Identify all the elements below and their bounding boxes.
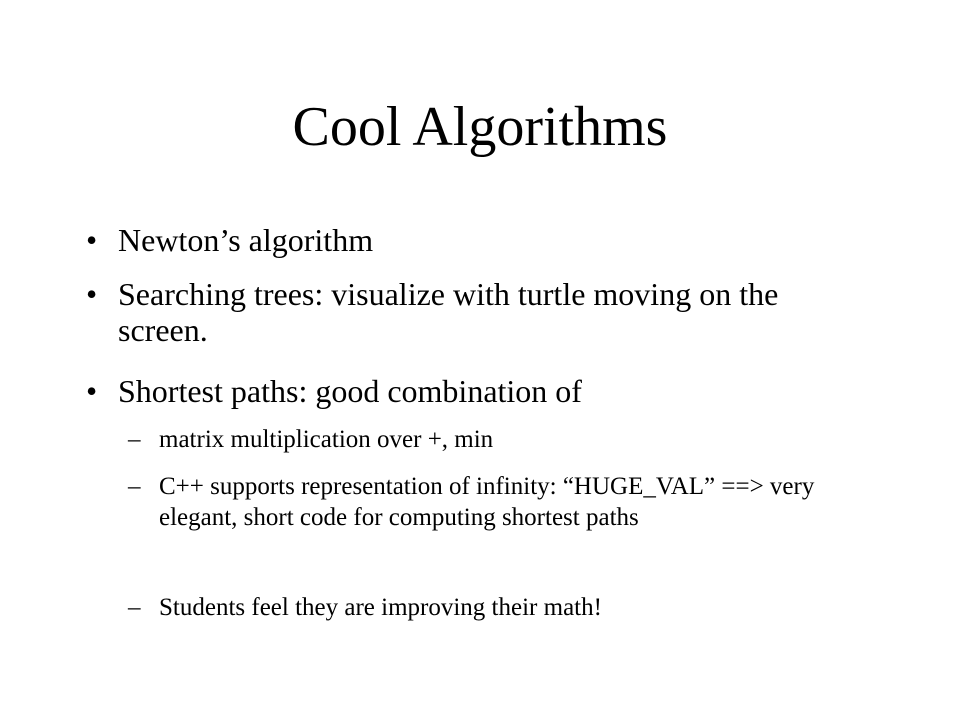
bullet-marker: •: [86, 276, 98, 312]
bullet-marker: •: [86, 222, 98, 258]
bullet-item-searching-trees: [86, 276, 858, 348]
sub-bullet-text: Students feel they are improving their math!: [159, 594, 602, 621]
bullet-text: Newton’s algorithm: [118, 222, 374, 258]
sub-bullet-marker: –: [128, 473, 141, 500]
bullet-text: Shortest paths: good combination of: [118, 373, 582, 409]
sub-bullet-item-cpp-infinity: [128, 471, 859, 533]
bullet-item-shortest-paths: [86, 373, 858, 409]
sub-bullet-item-students: [128, 592, 859, 623]
bullet-text: Searching trees: visualize with turtle moving on the screen.: [118, 276, 779, 348]
sub-bullet-marker: –: [128, 426, 141, 453]
sub-bullet-text: matrix multiplication over +, min: [159, 426, 494, 453]
slide-title: Cool Algorithms: [292, 96, 668, 158]
sub-bullet-marker: –: [128, 594, 141, 621]
sub-bullet-item-matrix: [128, 424, 859, 455]
bullet-marker: •: [86, 373, 98, 409]
sub-bullet-text: C++ supports representation of infinity: “HUGE_VAL” ==> very elegant, short code for computing shortest paths: [159, 473, 815, 531]
bullet-item-newton: [86, 222, 858, 258]
